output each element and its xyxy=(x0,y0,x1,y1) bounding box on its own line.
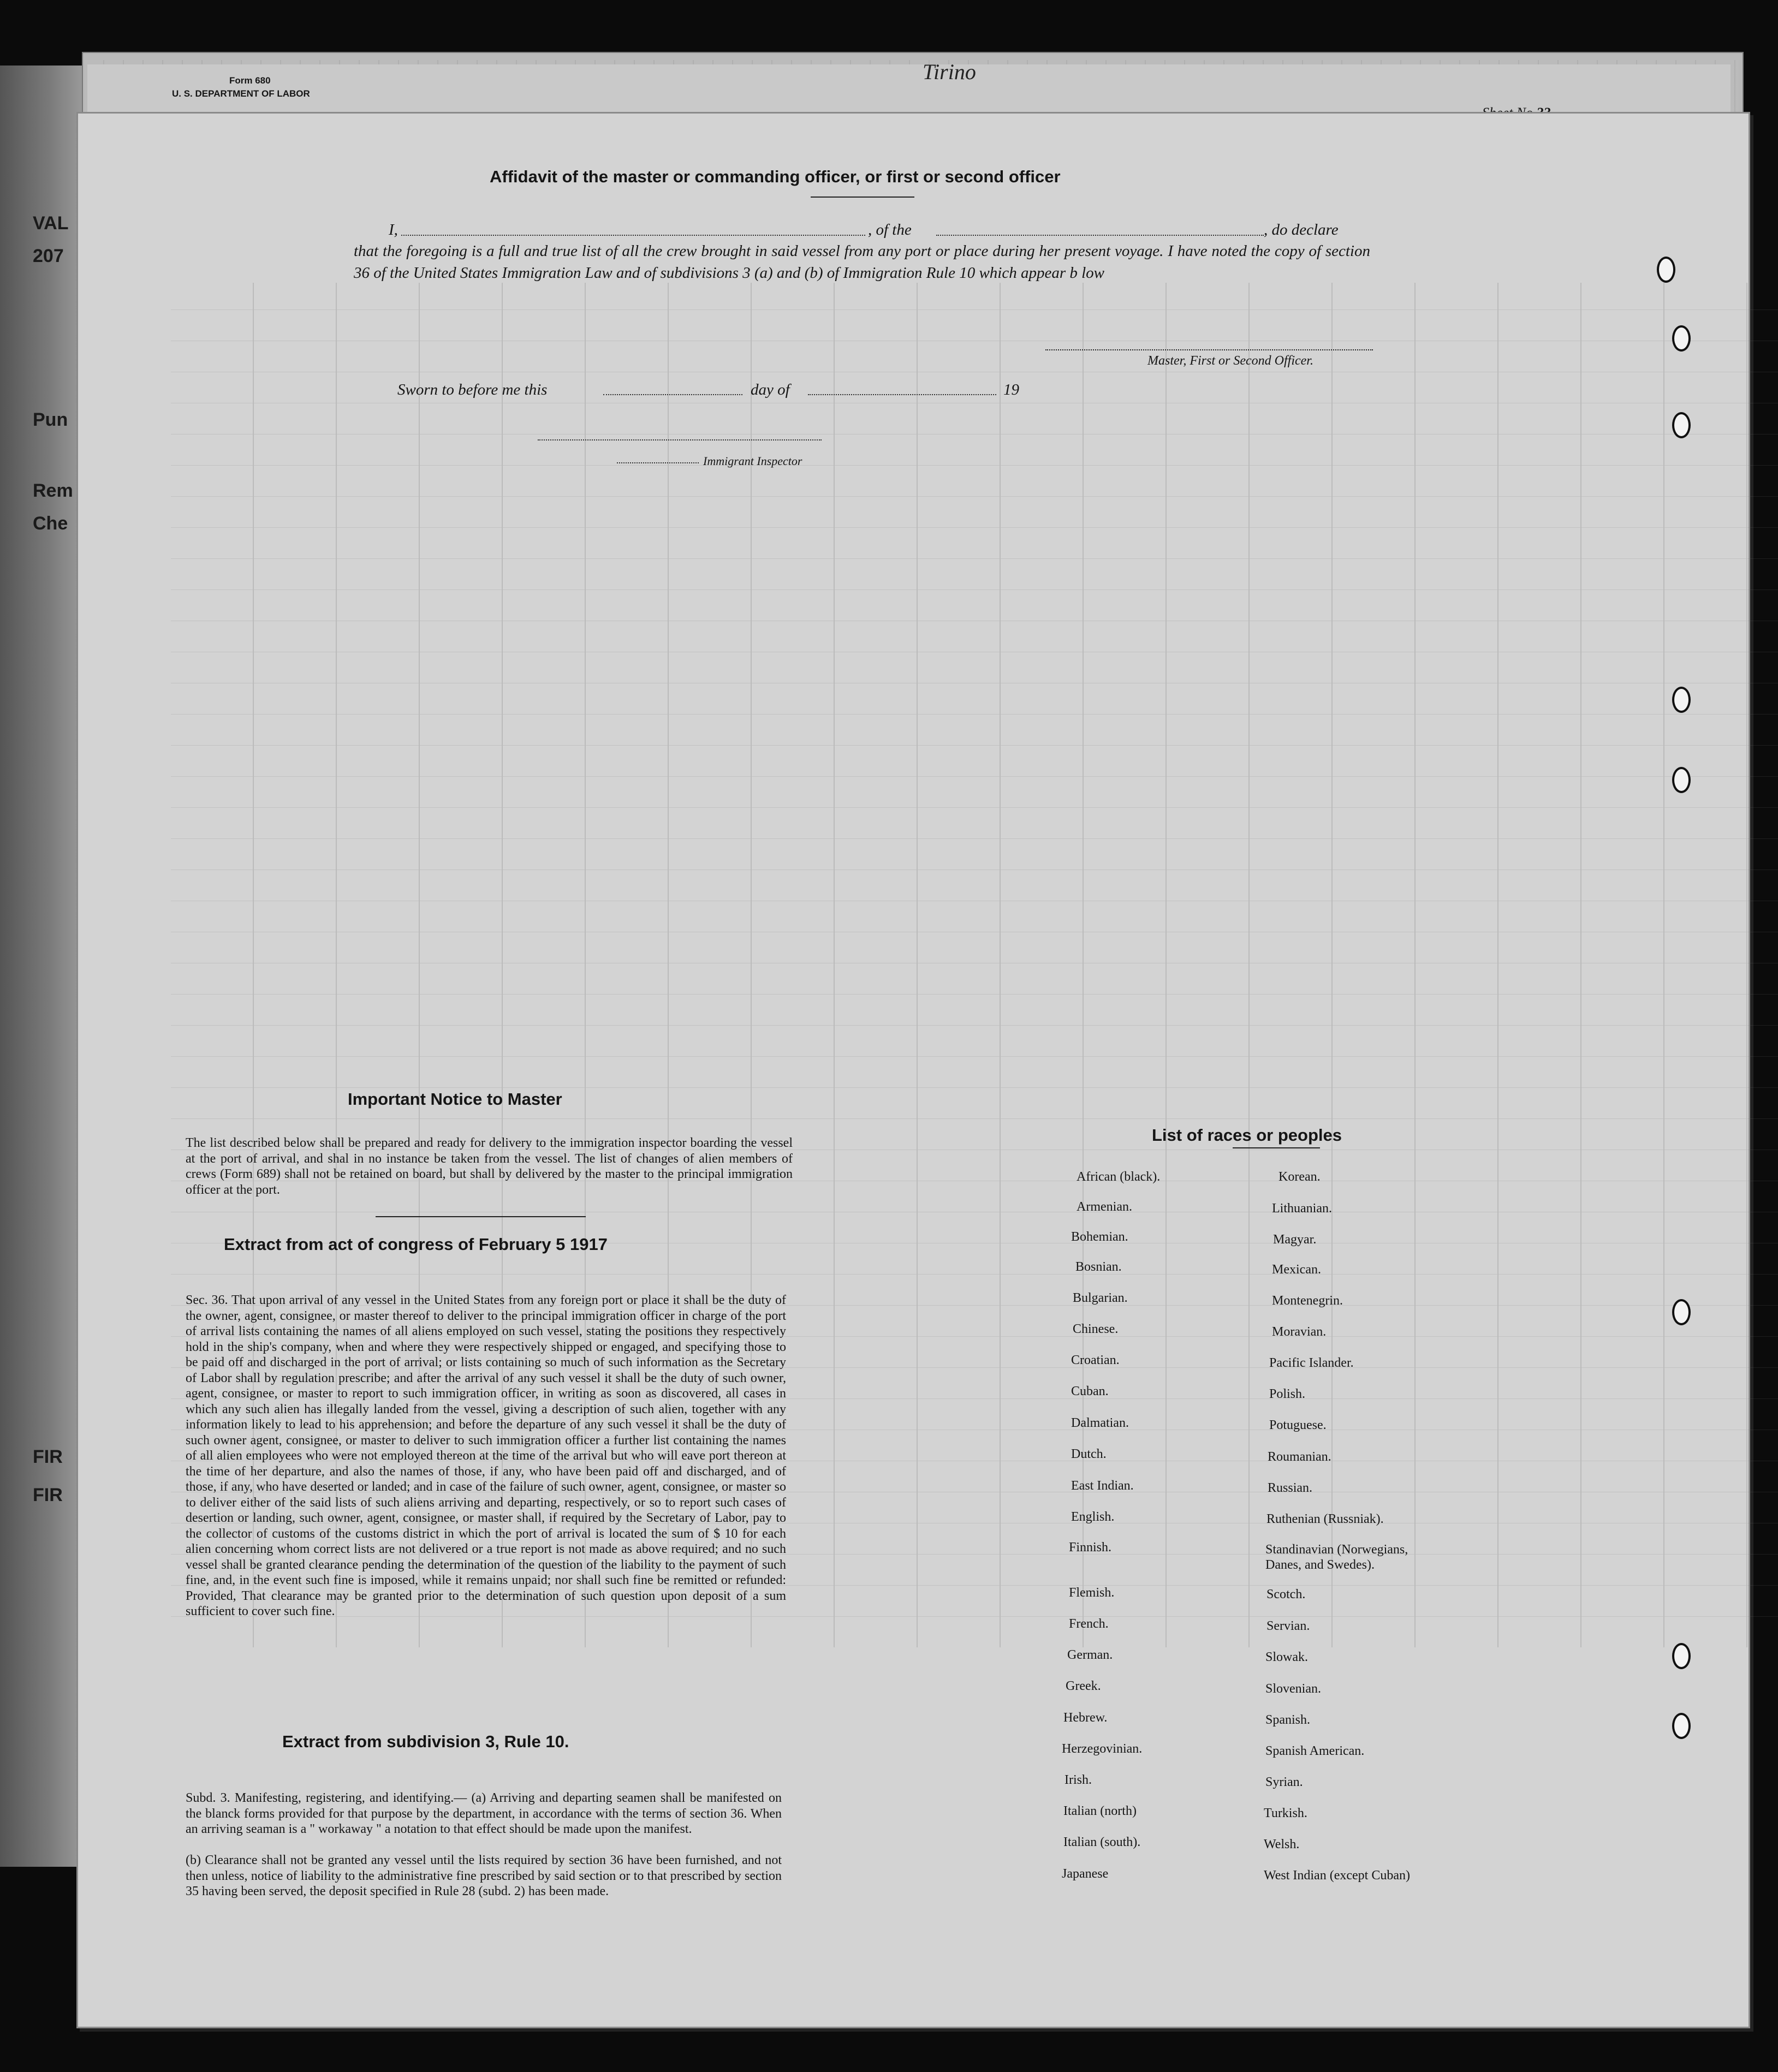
inspector-signature-line-2 xyxy=(617,462,699,463)
race-item: Lithuanian. xyxy=(1272,1201,1332,1216)
race-item: Croatian. xyxy=(1071,1353,1120,1367)
race-item: Bulgarian. xyxy=(1073,1291,1128,1305)
race-item: Dalmatian. xyxy=(1071,1416,1129,1430)
race-item: Finnish. xyxy=(1069,1540,1112,1555)
inspector-signature-line[interactable] xyxy=(538,439,822,440)
race-item: Scotch. xyxy=(1266,1587,1306,1601)
race-item: Turkish. xyxy=(1264,1806,1307,1820)
notice-title: Important Notice to Master xyxy=(348,1089,562,1109)
race-item: Moravian. xyxy=(1272,1325,1327,1339)
race-item: Spanish American. xyxy=(1265,1744,1365,1758)
race-item: Korean. xyxy=(1279,1170,1321,1184)
race-item: Herzegovinian. xyxy=(1062,1742,1143,1756)
race-item: Bohemian. xyxy=(1071,1230,1128,1244)
race-item: Pacific Islander. xyxy=(1269,1356,1354,1370)
race-item: Slowak. xyxy=(1265,1650,1308,1664)
race-item: West Indian (except Cuban) xyxy=(1264,1868,1410,1883)
punch-hole-3 xyxy=(1672,412,1691,438)
race-item: Ruthenian (Russniak). xyxy=(1266,1512,1384,1526)
race-item: Armenian. xyxy=(1077,1200,1132,1214)
punch-hole-8 xyxy=(1672,1713,1691,1739)
affidavit-title: Affidavit of the master or commanding officer, or first or second officer xyxy=(490,167,1061,186)
race-item: Potuguese. xyxy=(1269,1418,1327,1432)
department-label: U. S. DEPARTMENT OF LABOR xyxy=(172,88,310,99)
race-item: Standinavian (Norwegians, Danes, and Swedes). xyxy=(1265,1543,1408,1572)
race-item: Welsh. xyxy=(1264,1837,1300,1851)
master-signature-line[interactable] xyxy=(1045,349,1373,350)
race-item: Cuban. xyxy=(1071,1384,1109,1398)
race-item: African (black). xyxy=(1077,1170,1161,1184)
declaration-end: , do declare xyxy=(1264,221,1339,239)
race-item: Servian. xyxy=(1266,1619,1310,1633)
sworn-day-of: day of xyxy=(751,381,790,398)
race-item: Irish. xyxy=(1065,1773,1092,1787)
master-label: Master, First or Second Officer. xyxy=(1147,354,1313,368)
race-item: Japanese xyxy=(1062,1867,1109,1881)
act-extract-title: Extract from act of congress of February 5 1917 xyxy=(224,1235,608,1254)
race-item: Italian (south). xyxy=(1063,1835,1141,1849)
race-item: English. xyxy=(1071,1510,1115,1524)
handwritten-name: Tirino xyxy=(923,59,976,84)
inspector-label: Immigrant Inspector xyxy=(703,454,802,468)
sworn-year: 19 xyxy=(1003,381,1019,398)
race-item: Dutch. xyxy=(1071,1447,1107,1461)
notice-body: The list described below shall be prepared and ready for delivery to the immigration inspector boarding the vessel at the port of arrival, and shal in no instance be taken from the vessel. The list of changes of alien members of crews (Form 689) shall not be retained on board, but shall by delivered by the master to the principal immigration officer at the port. xyxy=(186,1136,793,1197)
race-item: Polish. xyxy=(1269,1387,1306,1401)
affidavit-title-rule xyxy=(811,197,914,198)
declaration-body: that the foregoing is a full and true list of all the crew brought in said vessel from any port or place during her present voyage. I have noted the copy of section 36 of the United States Immigration Law and of subdivisions 3 (a) and (b) of Immigration Rule 10 which appear b low xyxy=(354,242,1370,282)
race-item: French. xyxy=(1069,1617,1109,1631)
punch-hole-1 xyxy=(1657,257,1675,283)
race-item: Hebrew. xyxy=(1063,1711,1108,1725)
race-item: Syrian. xyxy=(1265,1775,1303,1789)
declaration-of-the: , of the xyxy=(868,221,912,239)
races-title-underline xyxy=(1233,1147,1320,1148)
race-item: Chinese. xyxy=(1073,1322,1119,1336)
notice-divider xyxy=(376,1216,586,1217)
punch-hole-4 xyxy=(1672,687,1691,713)
race-item: German. xyxy=(1067,1648,1113,1662)
race-item: Russian. xyxy=(1268,1481,1313,1495)
race-item: Spanish. xyxy=(1265,1713,1311,1727)
rule-extract-para-b: (b) Clearance shall not be granted any vessel until the lists required by section 36 have been furnished, and not then unless, notice of liability to the administrative fine prescribed by said section or to that prescribed by section 35 having been served, the deposit specified in Rule 28 (subd. 2) has been made. xyxy=(186,1853,782,1898)
race-item: Italian (north) xyxy=(1063,1804,1137,1818)
declarant-name-line[interactable] xyxy=(401,235,865,236)
act-extract-body: Sec. 36. That upon arrival of any vessel in the United States from any foreign port or place it shall be the duty of the owner, agent, consignee, or master thereof to deliver to the principal immigration officer in charge of the port of arrival lists containing the names of all aliens employed on such vessel, stating the positions they respectively hold in the ship's company, when and where they were respectively shipped or engaged, and specifying those to be paid off and discharged in the port of arrival; or lists containing so much of such information as the Secretary of Labor shall by regulation prescribe; and after the arrival of any such vessel it shall be the duty of such owner, agent, consignee, or master to report to such immigration officer, in writing as soon as discovered, all cases in which any such alien has illegally landed from the vessel, giving a description of such alien, together with any information likely to lead to his apprehension; and before the departure of any such vessel it shall be the duty of such owner agent, consignee, or master to deliver to such immigration officer a further list containing the names of all alien employees who were not employed thereon at the time of the arrival but who will eave port thereon at the time of her departure, and also the names of those, if any, who have been paid off and discharged, and of those, if any, who have deserted or landed; and in case of the failure of such owner, agent, consignee, or master so to deliver either of the said lists of such aliens arriving and departing, respectively, or so to report such cases of desertion or landing, such owner, agent, consignee, or master shall, if required by the Secretary of Labor, pay to the collector of customs of the customs district in which the port of arrival is located the sum of $ 10 for each alien concerning whom correct lists are not delivered or a true report is not made as above required; and no such vessel shall be granted clearance pending the determination of the question of the liability to the payment of such fine, and, in the event such fine is imposed, while it remains unpaid; nor shall such fine be remitted or refunded: Provided, That clearance may be granted prior to the determination of such question upon deposit of a sum sufficient to cover such fine. xyxy=(186,1293,786,1618)
race-item: Flemish. xyxy=(1069,1586,1115,1600)
form-number: Form 680 xyxy=(229,75,271,86)
race-item: Bosnian. xyxy=(1075,1260,1122,1274)
sworn-day-line[interactable] xyxy=(603,394,742,395)
race-item: Greek. xyxy=(1066,1679,1101,1693)
rule-extract-title: Extract from subdivision 3, Rule 10. xyxy=(282,1732,569,1751)
punch-hole-6 xyxy=(1672,1299,1691,1325)
race-item: Mexican. xyxy=(1272,1263,1321,1277)
race-item: Montenegrin. xyxy=(1272,1294,1343,1308)
left-page-edge: VAL 207 Pun Rem Che FIR FIR xyxy=(0,66,82,1867)
race-item: Magyar. xyxy=(1273,1233,1317,1247)
race-item: East Indian. xyxy=(1071,1479,1134,1493)
rule-extract-para-a: Subd. 3. Manifesting, registering, and identifying.— (a) Arriving and departing seamen shall be manifested on the blanck forms provided for that purpose by the department, in accordance with the terms of section 36. When an arriving seaman is a " workaway " a notation to that effect should be made upon the manifest. xyxy=(186,1791,782,1836)
race-item: Slovenian. xyxy=(1265,1682,1321,1696)
declaration-name-start: I, xyxy=(389,221,398,239)
punch-hole-7 xyxy=(1672,1643,1691,1669)
races-title: List of races or peoples xyxy=(1152,1126,1342,1145)
punch-hole-2 xyxy=(1672,325,1691,352)
sworn-prefix: Sworn to before me this xyxy=(397,381,548,398)
punch-hole-5 xyxy=(1672,767,1691,793)
vessel-name-line[interactable] xyxy=(936,235,1264,236)
sworn-month-line[interactable] xyxy=(808,394,996,395)
race-item: Roumanian. xyxy=(1268,1450,1331,1464)
